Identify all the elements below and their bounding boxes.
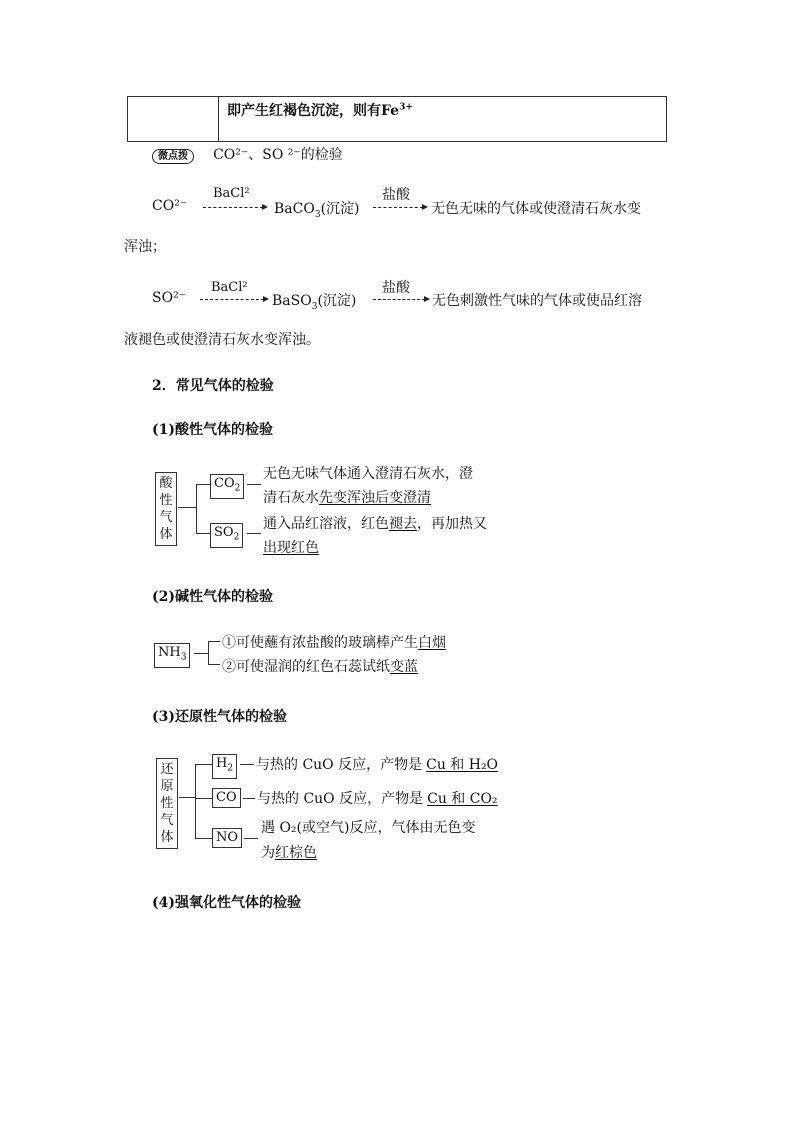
no-connector (244, 838, 258, 839)
co3-result-line2: 浑浊； (124, 239, 166, 255)
co3-product: BaCO$_3$(沉淀) (274, 201, 360, 220)
no-text-line1: 遇 O₂(或空气)反应，气体由无色变 (261, 820, 476, 836)
micro-point-heading (152, 144, 343, 164)
section2-title: 2．常见气体的检验 (152, 378, 274, 394)
acid-connector-v (196, 484, 197, 534)
reducing-connector-h (179, 797, 195, 798)
micro-point-title: CO²⁻、SO ²⁻的检验 (213, 147, 343, 163)
co3-reactant: CO²⁻ (152, 198, 188, 214)
so3-reagent1: BaCl² (211, 280, 248, 295)
reducing-connector-1 (195, 764, 212, 765)
nh3-connector-v (208, 641, 209, 665)
co3-reagent2: 盐酸 (382, 187, 410, 203)
co3-arrowhead2 (422, 204, 428, 210)
reducing-connector-v (195, 764, 196, 839)
acid-gas-group: 酸 性 气 体 (155, 472, 177, 546)
nh3-item2: ②可使湿润的红色石蕊试纸变蓝 (222, 659, 418, 675)
so2-text-line2: 出现红色 (263, 540, 319, 556)
h2-box: $H_2$ (212, 754, 237, 779)
h2-connector (240, 764, 254, 765)
so3-arrow1 (200, 299, 264, 300)
micro-point-badge: 微点拨 (152, 149, 194, 164)
so3-reactant: SO²⁻ (152, 290, 187, 306)
acid-connector-h (178, 507, 196, 508)
reducing-connector-3 (195, 838, 212, 839)
nh3-box: $NH_3$ (154, 643, 190, 668)
so3-result-line2: 液褪色或使澄清石灰水变浑浊。 (124, 332, 320, 348)
co-box: CO (212, 788, 241, 808)
co3-arrowhead1 (262, 204, 268, 210)
acid-connector-top (196, 484, 210, 485)
co2-text-line1: 无色无味气体通入澄清石灰水，澄 (263, 466, 473, 482)
co2-box: $CO_2$ (210, 474, 244, 499)
so2-box: $SO_2$ (210, 523, 243, 548)
co-connector (243, 798, 255, 799)
co-text: 与热的 CuO 反应，产物是 Cu 和 CO₂ (257, 791, 498, 807)
so3-product: BaSO$_3$(沉淀) (272, 293, 357, 312)
nh3-connector-bottom (208, 664, 220, 665)
reducing-gas-group: 还 原 性 气 体 (156, 758, 178, 849)
so2-text-line1: 通入品红溶液，红色褪去，再加热又 (263, 516, 487, 532)
co3-reagent1: BaCl² (213, 186, 250, 201)
nh3-connector-top (208, 641, 220, 642)
no-text-line2: 为红棕色 (261, 845, 317, 861)
co2-text-line2: 清石灰水先变浑浊后变澄清 (263, 490, 431, 506)
so3-arrowhead1 (263, 296, 269, 302)
so3-reagent2: 盐酸 (382, 280, 410, 296)
no-box: NO (212, 828, 242, 848)
co2-connector (247, 484, 261, 485)
table-row (127, 96, 667, 142)
reducing-connector-2 (195, 798, 212, 799)
section2-sub2: (2)碱性气体的检验 (152, 589, 273, 605)
acid-connector-bottom (196, 533, 210, 534)
table-cell-text: 即产生红褐色沉淀，则有$Fe^{3+}$ (227, 102, 413, 119)
section2-sub3: (3)还原性气体的检验 (152, 709, 287, 725)
so3-arrow2 (373, 299, 425, 300)
co3-result-line1: 无色无味的气体或使澄清石灰水变 (431, 201, 641, 217)
section2-sub4: (4)强氧化性气体的检验 (152, 895, 301, 911)
co3-arrow1 (203, 207, 263, 208)
so2-connector (247, 533, 261, 534)
co3-arrow2 (373, 207, 423, 208)
so3-arrowhead2 (424, 296, 430, 302)
table-divider (218, 97, 219, 141)
so3-result-line1: 无色刺激性气味的气体或使品红溶 (432, 293, 642, 309)
h2-text: 与热的 CuO 反应，产物是 Cu 和 H₂O (256, 757, 499, 773)
section2-sub1: (1)酸性气体的检验 (152, 422, 273, 438)
nh3-item1: ①可使蘸有浓盐酸的玻璃棒产生白烟 (222, 635, 446, 651)
nh3-connector-h (194, 653, 208, 654)
